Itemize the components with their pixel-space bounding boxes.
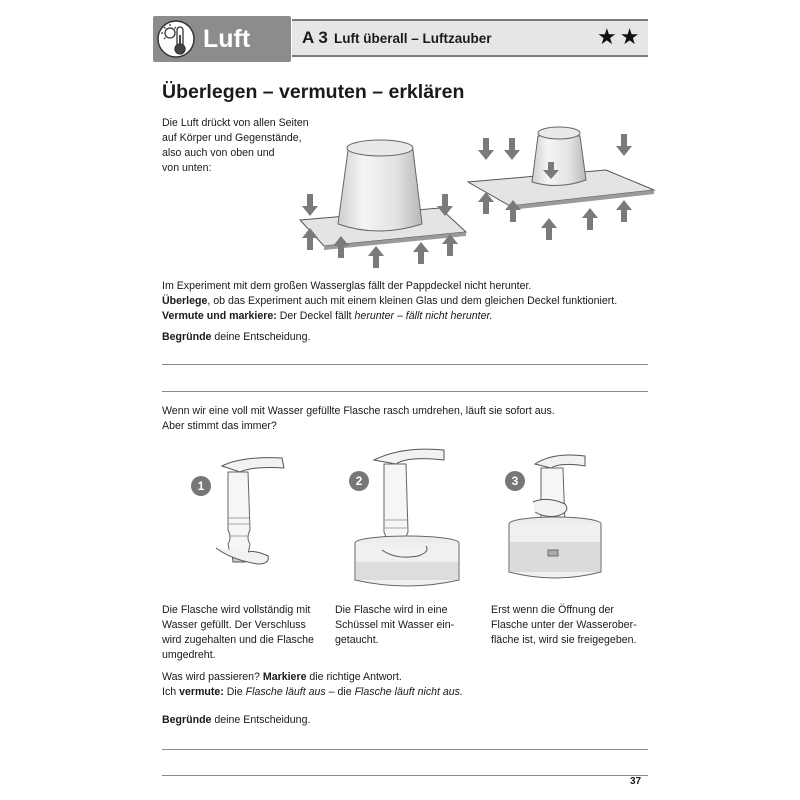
thermometer-sun-icon [156,17,200,61]
bold-verb: Überlege [162,295,208,307]
reason-text: deine Entscheidung. [211,331,311,343]
worksheet-code: A 3 [302,28,328,47]
step3-caption: Erst wenn die Öffnung der [491,604,614,616]
answer-line[interactable] [162,775,648,776]
bold-verb: vermute: [179,686,224,698]
page-number: 37 [630,776,642,787]
large-glass-illustration [290,128,470,273]
step2-caption: getaucht. [335,634,379,646]
answer-option-not-falls[interactable]: fällt nicht herunter. [405,310,493,322]
small-glass-illustration [466,118,656,243]
instruction-text: , ob das Experiment auch mit einem kleinen Glas und dem gleichen Deckel funktioniert. [207,295,618,307]
answer-option-not-runs-out[interactable]: Flasche läuft nicht aus. [354,686,463,698]
step-number: 1 [191,476,211,496]
intro-line: von unten: [162,162,212,174]
answer-line[interactable] [162,364,648,365]
experiment1-text: Im Experiment mit dem großen Wasserglas fällt der Pappdeckel nicht herunter. [162,280,532,292]
experiment2-question: Aber stimmt das immer? [162,420,277,432]
step3-caption: Flasche unter der Wasserober- [491,619,637,631]
experiment1-reason [162,330,310,346]
guess-text: Ich [162,686,180,698]
answer-option-runs-out[interactable]: Flasche läuft aus [245,686,326,698]
intro-line: auf Körper und Gegenstände, [162,132,302,144]
experiment1-instruction [162,294,617,310]
difficulty-stars: ★★ [597,24,643,49]
bottle-underwater-illustration [505,446,605,586]
intro-line: Die Luft drückt von allen Seiten [162,117,309,129]
intro-line: also auch von oben und [162,147,275,159]
answer-line[interactable] [162,749,648,750]
page-heading: Überlegen – vermuten – erklären [162,81,465,103]
step3-caption: fläche ist, wird sie freigegeben. [491,634,637,646]
guess-text: Die [223,686,246,698]
bold-verb: Markiere [262,671,307,683]
step2-caption: Die Flasche wird in eine [335,604,448,616]
step1-caption: Die Flasche wird vollständig mit [162,604,311,616]
guess-text: Der Deckel fällt [276,310,355,322]
bold-verb: Vermute und markiere: [162,310,277,322]
experiment2-guess [162,685,463,701]
option-separator: – [394,310,406,322]
section-label: Luft [203,25,251,53]
bold-verb: Begründe [162,714,212,726]
experiment1-guess [162,309,493,325]
step1-caption: Wasser gefüllt. Der Verschluss [162,619,306,631]
bottle-bowl-illustration [352,444,462,594]
experiment2-reason [162,713,310,729]
step-number: 3 [505,471,525,491]
task-text: Was wird passieren? [162,671,263,683]
experiment2-question: Wenn wir eine voll mit Wasser gefüllte Flasche rasch umdrehen, läuft sie sofort aus. [162,405,555,417]
bold-verb: Begründe [162,331,212,343]
step1-caption: wird zugehalten und die Flasche [162,634,314,646]
worksheet-title: Luft überall – Luftzauber [334,31,492,46]
step2-caption: Schüssel mit Wasser ein- [335,619,455,631]
step1-caption: umgedreht. [162,649,216,661]
answer-line[interactable] [162,391,648,392]
reason-text: deine Entscheidung. [211,714,311,726]
task-text: die richtige Antwort. [306,671,402,683]
step-number: 2 [349,471,369,491]
answer-option-falls[interactable]: herunter [354,310,394,322]
experiment2-task [162,670,402,686]
option-separator: – die [325,686,355,698]
bottle-hand-illustration [212,452,292,577]
